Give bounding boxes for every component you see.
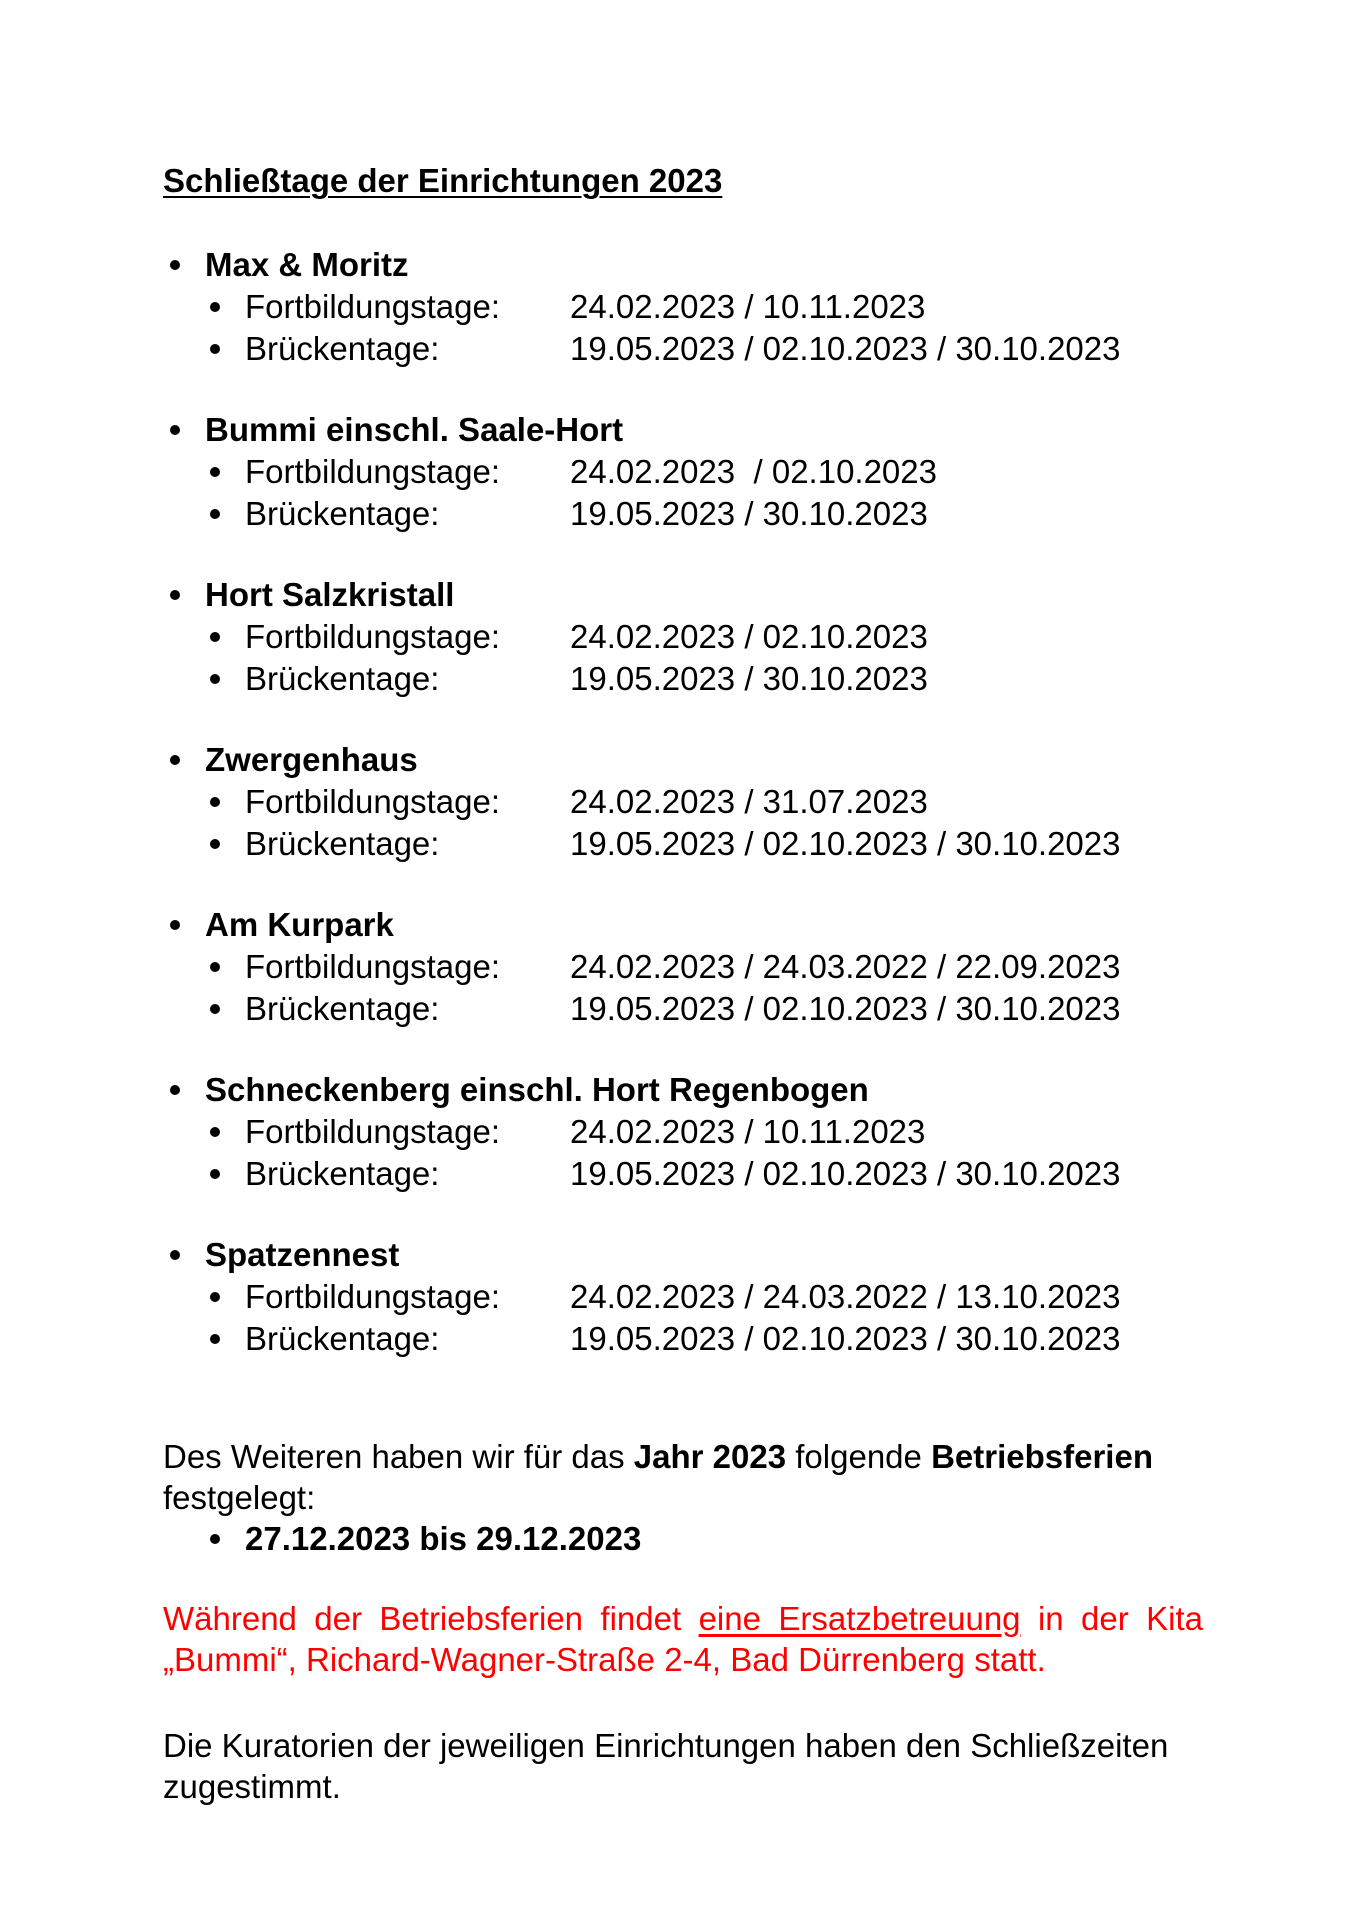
- fortbildungstage-row: [163, 1276, 1223, 1318]
- facility-name: Max & Moritz: [163, 244, 1223, 286]
- fortbildungstage-dates: 24.02.2023 / 24.03.2022 / 22.09.2023: [570, 948, 1121, 985]
- betriebsferien-year: Jahr 2023: [633, 1438, 787, 1475]
- betriebsferien-text-1: Des Weiteren haben wir für das: [163, 1438, 634, 1475]
- fortbildungstage-row: [163, 286, 1223, 328]
- brueckentage-row: [163, 493, 1223, 535]
- brueckentage-dates: 19.05.2023 / 02.10.2023 / 30.10.2023: [570, 825, 1121, 862]
- fortbildungstage-row: [163, 616, 1223, 658]
- facility-name: Bummi einschl. Saale-Hort: [163, 409, 1223, 451]
- facility-section-max-moritz: [163, 244, 1223, 409]
- brueckentage-dates: 19.05.2023 / 02.10.2023 / 30.10.2023: [570, 1155, 1121, 1192]
- facility-section-spatzennest: [163, 1234, 1223, 1399]
- betriebsferien-text-2: folgende: [786, 1438, 932, 1475]
- fortbildungstage-row: [163, 946, 1223, 988]
- facility-name: Hort Salzkristall: [163, 574, 1223, 616]
- brueckentage-label: Brückentage:: [245, 1155, 440, 1192]
- facility-section-zwergenhaus: [163, 739, 1223, 904]
- fortbildungstage-dates: 24.02.2023 / 24.03.2022 / 13.10.2023: [570, 1278, 1121, 1315]
- betriebsferien-dates: 27.12.2023 bis 29.12.2023: [163, 1518, 641, 1560]
- closing-paragraph: Die Kuratorien der jeweiligen Einrichtungen haben den Schließzeiten zugestimmt.: [163, 1727, 1169, 1805]
- brueckentage-label: Brückentage:: [245, 330, 440, 367]
- fortbildungstage-label: Fortbildungstage:: [245, 783, 500, 820]
- facility-name: Am Kurpark: [163, 904, 1223, 946]
- facility-name: Zwergenhaus: [163, 739, 1223, 781]
- fortbildungstage-dates: 24.02.2023 / 10.11.2023: [570, 1113, 926, 1150]
- fortbildungstage-label: Fortbildungstage:: [245, 1278, 500, 1315]
- betriebsferien-text-3: festgelegt:: [163, 1479, 316, 1516]
- brueckentage-label: Brückentage:: [245, 990, 440, 1027]
- brueckentage-row: [163, 1153, 1223, 1195]
- brueckentage-dates: 19.05.2023 / 02.10.2023 / 30.10.2023: [570, 990, 1121, 1027]
- ersatzbetreuung-notice: [163, 1598, 1203, 1680]
- brueckentage-dates: 19.05.2023 / 30.10.2023: [570, 495, 928, 532]
- fortbildungstage-row: [163, 1111, 1223, 1153]
- facility-section-bummi: [163, 409, 1223, 574]
- fortbildungstage-dates: 24.02.2023 / 02.10.2023: [570, 618, 928, 655]
- page-title: Schließtage der Einrichtungen 2023: [163, 162, 723, 199]
- brueckentage-row: [163, 988, 1223, 1030]
- ersatzbetreuung-link[interactable]: eine Ersatzbetreuung: [698, 1600, 1021, 1637]
- fortbildungstage-label: Fortbildungstage:: [245, 453, 500, 490]
- facility-name: Schneckenberg einschl. Hort Regenbogen: [163, 1069, 1223, 1111]
- facility-list: [163, 244, 1223, 1399]
- ersatz-text-1: Während der Betriebsferien findet: [163, 1600, 699, 1637]
- ersatz-text-2: in der Kita „Bummi“, Richard-Wagner-Straße 2-4, Bad Dürrenberg statt.: [163, 1600, 1204, 1678]
- brueckentage-label: Brückentage:: [245, 1320, 440, 1357]
- fortbildungstage-row: [163, 781, 1223, 823]
- facility-name: Spatzennest: [163, 1234, 1223, 1276]
- betriebsferien-paragraph: [163, 1436, 1203, 1518]
- fortbildungstage-label: Fortbildungstage:: [245, 288, 500, 325]
- facility-section-schneckenberg: [163, 1069, 1223, 1234]
- brueckentage-label: Brückentage:: [245, 660, 440, 697]
- facility-section-am-kurpark: [163, 904, 1223, 1069]
- fortbildungstage-label: Fortbildungstage:: [245, 1113, 500, 1150]
- brueckentage-dates: 19.05.2023 / 30.10.2023: [570, 660, 928, 697]
- fortbildungstage-row: [163, 451, 1223, 493]
- betriebsferien-term: Betriebsferien: [931, 1438, 1153, 1475]
- brueckentage-row: [163, 328, 1223, 370]
- fortbildungstage-dates: 24.02.2023 / 02.10.2023: [570, 453, 937, 490]
- fortbildungstage-dates: 24.02.2023 / 10.11.2023: [570, 288, 926, 325]
- brueckentage-label: Brückentage:: [245, 495, 440, 532]
- fortbildungstage-label: Fortbildungstage:: [245, 618, 500, 655]
- facility-section-hort-salzkristall: [163, 574, 1223, 739]
- brueckentage-row: [163, 658, 1223, 700]
- fortbildungstage-label: Fortbildungstage:: [245, 948, 500, 985]
- brueckentage-dates: 19.05.2023 / 02.10.2023 / 30.10.2023: [570, 1320, 1121, 1357]
- brueckentage-row: [163, 823, 1223, 865]
- brueckentage-dates: 19.05.2023 / 02.10.2023 / 30.10.2023: [570, 330, 1121, 367]
- brueckentage-label: Brückentage:: [245, 825, 440, 862]
- fortbildungstage-dates: 24.02.2023 / 31.07.2023: [570, 783, 928, 820]
- brueckentage-row: [163, 1318, 1223, 1360]
